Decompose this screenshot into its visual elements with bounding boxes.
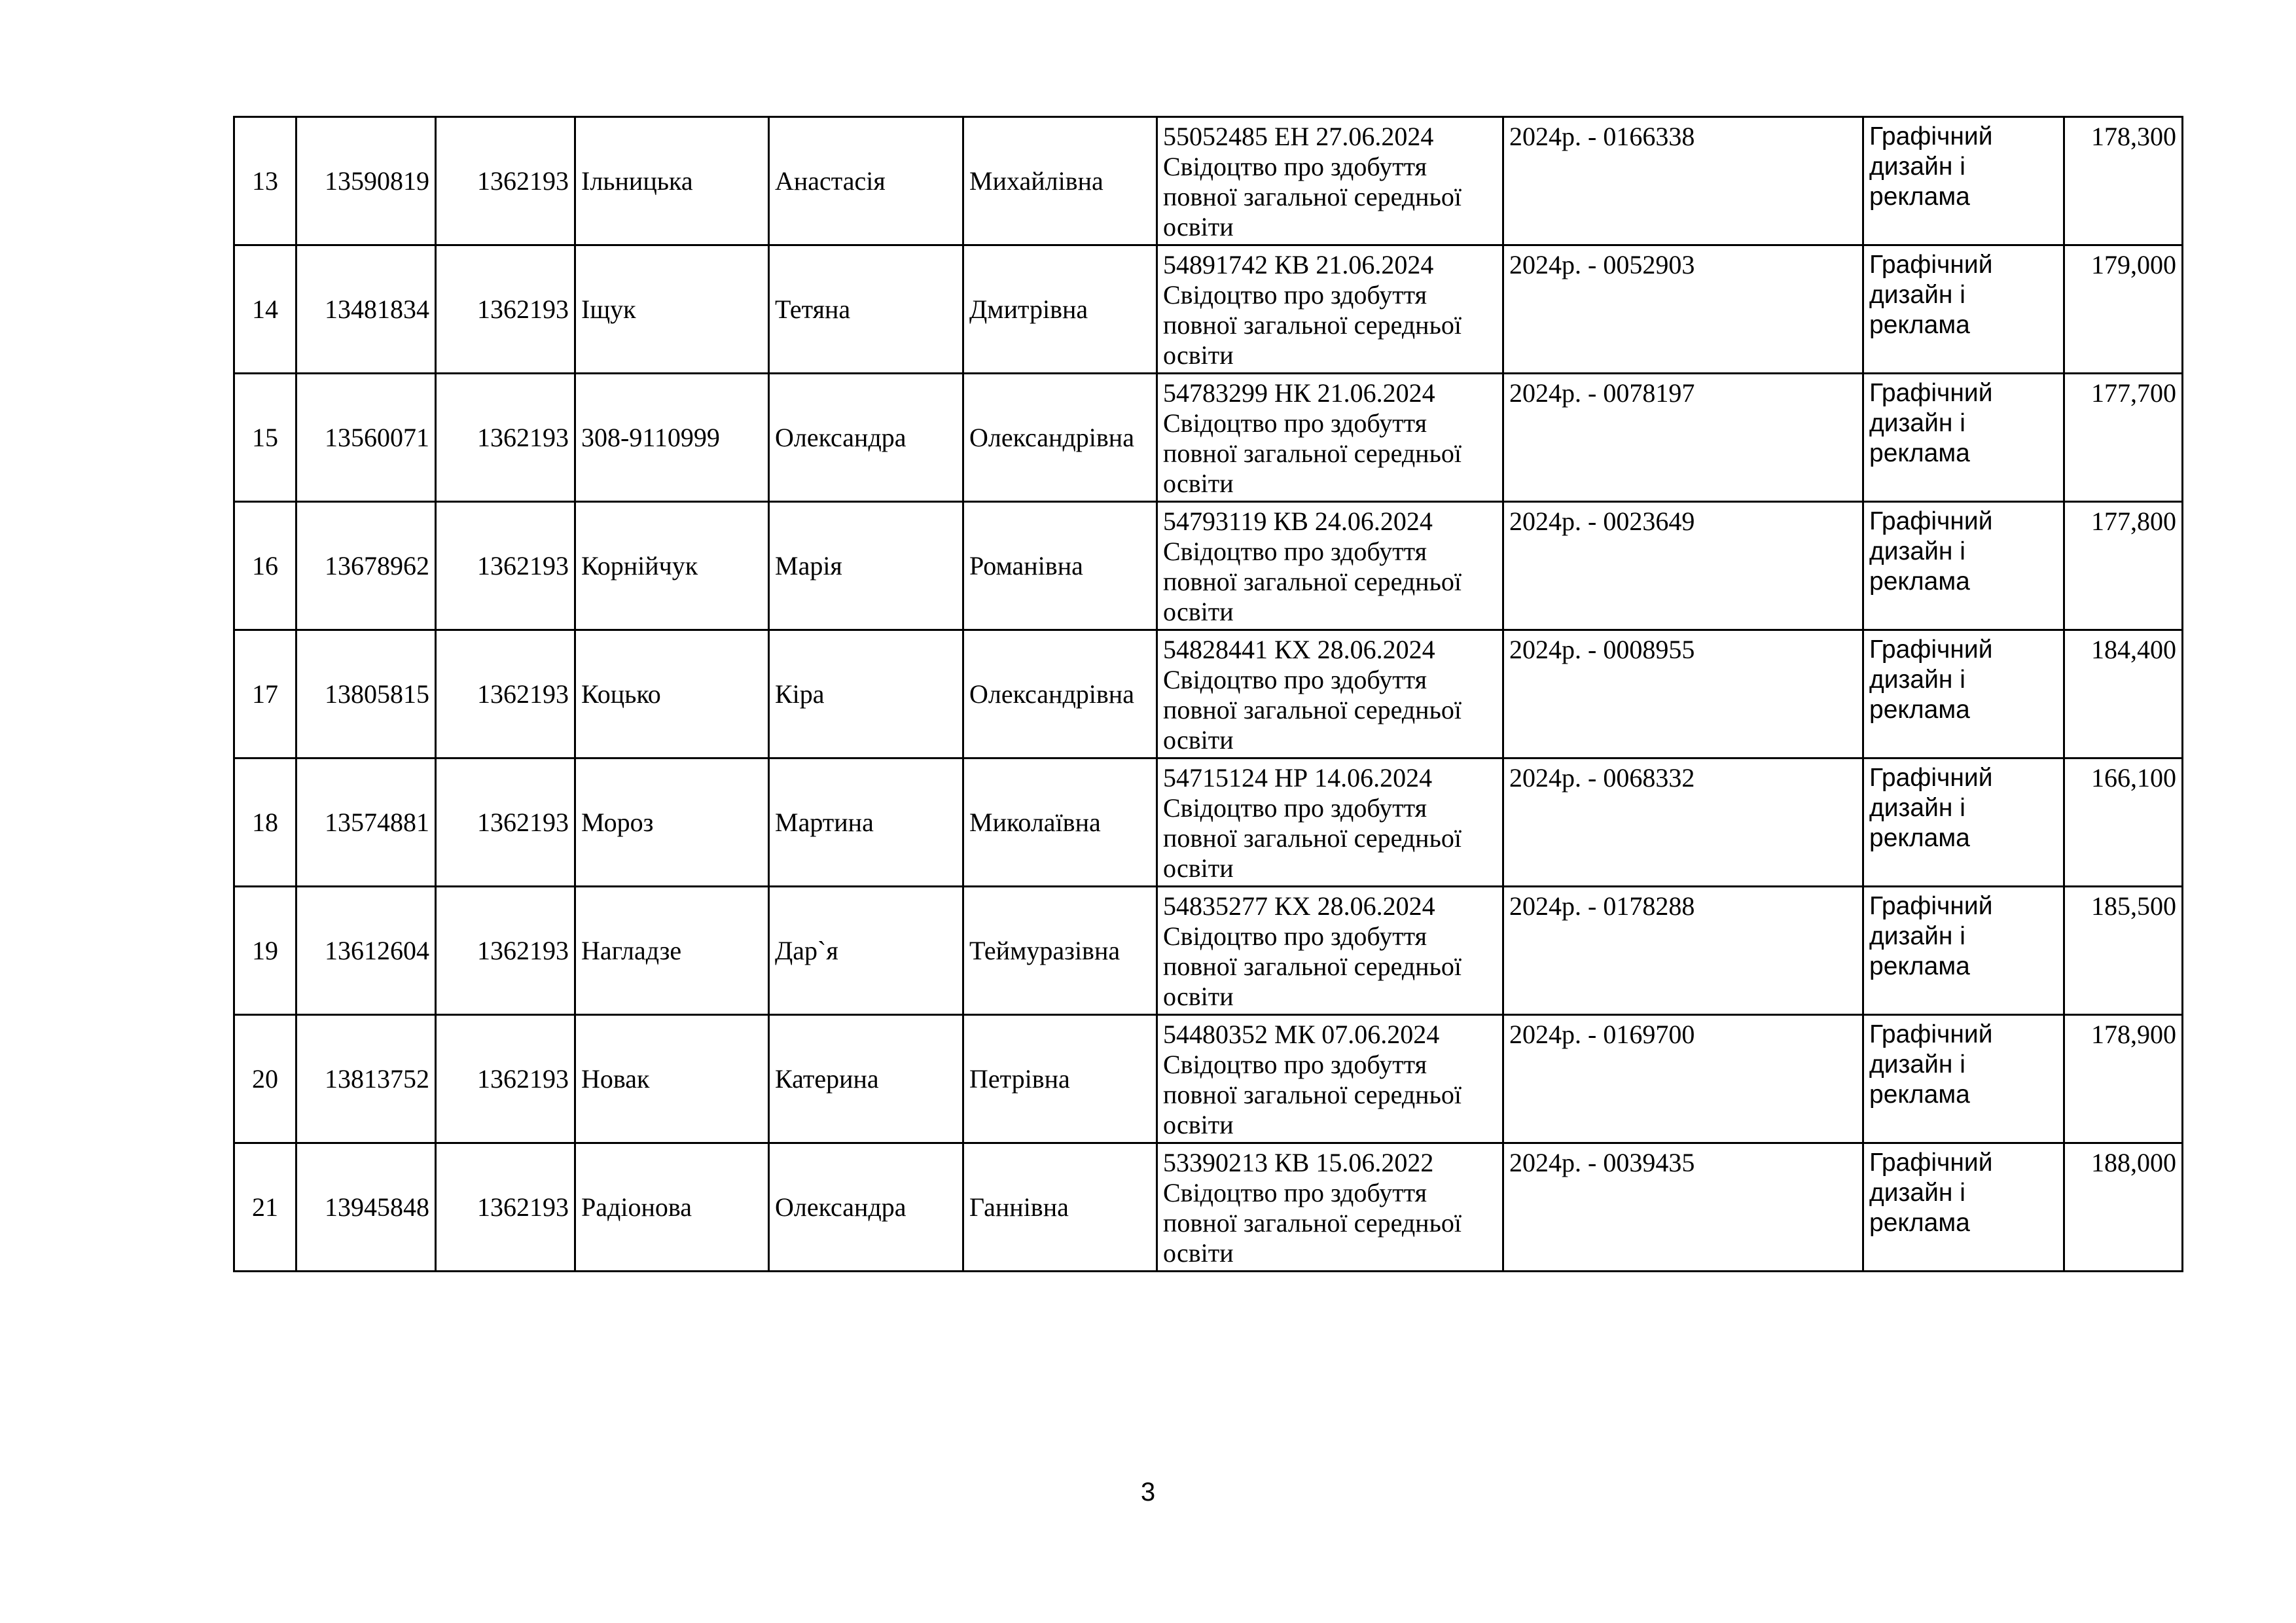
specialty-line: дизайн і: [1869, 1050, 1965, 1079]
first-name-cell: Катерина: [769, 1015, 963, 1143]
specialty-cell: [1863, 117, 2064, 245]
document-cell: [1157, 887, 1503, 1015]
document-type-line: повної загальної середньої: [1163, 438, 1462, 468]
application-id-cell: 13590819: [296, 117, 436, 245]
specialty-line: Графічний: [1869, 122, 1993, 151]
surname-cell: Корнійчук: [575, 502, 769, 630]
document-type-line: повної загальної середньої: [1163, 952, 1462, 981]
score-cell: 188,000: [2064, 1143, 2183, 1272]
patronymic-cell: Дмитрівна: [963, 245, 1157, 374]
table-row: [234, 374, 2183, 502]
document-cell: [1157, 245, 1503, 374]
specialty-line: реклама: [1869, 567, 1970, 596]
patronymic-cell: Ганнівна: [963, 1143, 1157, 1272]
document-type-line: повної загальної середньої: [1163, 182, 1462, 211]
specialty-line: дизайн і: [1869, 794, 1965, 822]
document-number: 55052485 ЕН 27.06.2024: [1163, 122, 1434, 151]
specialty-line: дизайн і: [1869, 537, 1965, 565]
document-type-line: Свідоцтво про здобуття: [1163, 280, 1427, 310]
document-type-line: повної загальної середньої: [1163, 695, 1462, 724]
specialty-line: дизайн і: [1869, 922, 1965, 950]
document-cell: [1157, 1015, 1503, 1143]
first-name-cell: Олександра: [769, 374, 963, 502]
surname-cell: Ільницька: [575, 117, 769, 245]
program-code-cell: 1362193: [436, 374, 575, 502]
document-number: 54480352 МК 07.06.2024: [1163, 1020, 1440, 1049]
applicants-table: [233, 116, 2183, 1272]
document-type-line: повної загальної середньої: [1163, 1208, 1462, 1238]
document-type-line: Свідоцтво про здобуття: [1163, 665, 1427, 694]
specialty-line: реклама: [1869, 439, 1970, 467]
specialty-cell: [1863, 1015, 2064, 1143]
document-type-line: Свідоцтво про здобуття: [1163, 408, 1427, 438]
document-cell: [1157, 502, 1503, 630]
document-type-line: освіти: [1163, 469, 1234, 498]
program-code-cell: 1362193: [436, 245, 575, 374]
surname-cell: Радіонова: [575, 1143, 769, 1272]
document-type-line: освіти: [1163, 725, 1234, 755]
specialty-cell: [1863, 887, 2064, 1015]
score-cell: 178,900: [2064, 1015, 2183, 1143]
certificate-cell: 2024р. - 0052903: [1503, 245, 1863, 374]
specialty-line: Графічний: [1869, 764, 1993, 792]
specialty-line: Графічний: [1869, 1020, 1993, 1048]
first-name-cell: Мартина: [769, 758, 963, 887]
document-cell: [1157, 117, 1503, 245]
score-cell: 177,800: [2064, 502, 2183, 630]
document-number: 53390213 КВ 15.06.2022: [1163, 1148, 1434, 1177]
document-type-line: Свідоцтво про здобуття: [1163, 921, 1427, 951]
specialty-line: дизайн і: [1869, 666, 1965, 694]
patronymic-cell: Петрівна: [963, 1015, 1157, 1143]
document-number: 54715124 НР 14.06.2024: [1163, 763, 1433, 793]
applicants-table-container: [233, 116, 2183, 1272]
score-cell: 166,100: [2064, 758, 2183, 887]
document-type-line: освіти: [1163, 853, 1234, 883]
patronymic-cell: Теймуразівна: [963, 887, 1157, 1015]
row-number-cell: 14: [234, 245, 296, 374]
row-number-cell: 15: [234, 374, 296, 502]
document-cell: [1157, 374, 1503, 502]
table-row: [234, 245, 2183, 374]
specialty-line: Графічний: [1869, 251, 1993, 279]
first-name-cell: Кіра: [769, 630, 963, 758]
program-code-cell: 1362193: [436, 1015, 575, 1143]
document-cell: [1157, 1143, 1503, 1272]
first-name-cell: Анастасія: [769, 117, 963, 245]
certificate-cell: 2024р. - 0169700: [1503, 1015, 1863, 1143]
specialty-cell: [1863, 630, 2064, 758]
specialty-line: реклама: [1869, 311, 1970, 339]
first-name-cell: Дар`я: [769, 887, 963, 1015]
application-id-cell: 13678962: [296, 502, 436, 630]
document-cell: [1157, 758, 1503, 887]
score-cell: 178,300: [2064, 117, 2183, 245]
application-id-cell: 13813752: [296, 1015, 436, 1143]
row-number-cell: 17: [234, 630, 296, 758]
table-row: [234, 758, 2183, 887]
table-body: [234, 117, 2183, 1272]
specialty-line: реклама: [1869, 952, 1970, 980]
score-cell: 184,400: [2064, 630, 2183, 758]
document-type-line: освіти: [1163, 1238, 1234, 1268]
row-number-cell: 13: [234, 117, 296, 245]
surname-cell: Мороз: [575, 758, 769, 887]
row-number-cell: 19: [234, 887, 296, 1015]
specialty-line: дизайн і: [1869, 409, 1965, 437]
patronymic-cell: Олександрівна: [963, 630, 1157, 758]
specialty-cell: [1863, 758, 2064, 887]
patronymic-cell: Миколаївна: [963, 758, 1157, 887]
document-type-line: Свідоцтво про здобуття: [1163, 793, 1427, 823]
table-row: [234, 630, 2183, 758]
surname-cell: 308-9110999: [575, 374, 769, 502]
specialty-cell: [1863, 245, 2064, 374]
document-type-line: освіти: [1163, 1110, 1234, 1139]
application-id-cell: 13805815: [296, 630, 436, 758]
score-cell: 177,700: [2064, 374, 2183, 502]
program-code-cell: 1362193: [436, 630, 575, 758]
row-number-cell: 16: [234, 502, 296, 630]
document-type-line: освіти: [1163, 597, 1234, 626]
document-number: 54783299 НК 21.06.2024: [1163, 378, 1435, 408]
first-name-cell: Тетяна: [769, 245, 963, 374]
specialty-line: дизайн і: [1869, 152, 1965, 181]
patronymic-cell: Романівна: [963, 502, 1157, 630]
document-type-line: Свідоцтво про здобуття: [1163, 537, 1427, 566]
document-type-line: Свідоцтво про здобуття: [1163, 152, 1427, 181]
certificate-cell: 2024р. - 0178288: [1503, 887, 1863, 1015]
specialty-cell: [1863, 374, 2064, 502]
table-row: [234, 1015, 2183, 1143]
document-number: 54793119 КВ 24.06.2024: [1163, 507, 1433, 536]
table-row: [234, 1143, 2183, 1272]
table-row: [234, 117, 2183, 245]
page-number: 3: [1140, 1478, 1156, 1507]
first-name-cell: Олександра: [769, 1143, 963, 1272]
application-id-cell: 13560071: [296, 374, 436, 502]
certificate-cell: 2024р. - 0166338: [1503, 117, 1863, 245]
application-id-cell: 13612604: [296, 887, 436, 1015]
specialty-cell: [1863, 1143, 2064, 1272]
specialty-line: дизайн і: [1869, 1179, 1965, 1207]
document-cell: [1157, 630, 1503, 758]
surname-cell: Новак: [575, 1015, 769, 1143]
surname-cell: Нагладзе: [575, 887, 769, 1015]
application-id-cell: 13945848: [296, 1143, 436, 1272]
document-type-line: Свідоцтво про здобуття: [1163, 1178, 1427, 1207]
document-type-line: освіти: [1163, 982, 1234, 1011]
application-id-cell: 13574881: [296, 758, 436, 887]
document-type-line: освіти: [1163, 340, 1234, 370]
row-number-cell: 21: [234, 1143, 296, 1272]
specialty-line: Графічний: [1869, 635, 1993, 664]
program-code-cell: 1362193: [436, 758, 575, 887]
score-cell: 179,000: [2064, 245, 2183, 374]
specialty-line: Графічний: [1869, 1149, 1993, 1177]
document-type-line: повної загальної середньої: [1163, 823, 1462, 853]
document-number: 54891742 КВ 21.06.2024: [1163, 250, 1434, 279]
document-type-line: повної загальної середньої: [1163, 310, 1462, 340]
score-cell: 185,500: [2064, 887, 2183, 1015]
specialty-line: реклама: [1869, 824, 1970, 852]
certificate-cell: 2024р. - 0008955: [1503, 630, 1863, 758]
certificate-cell: 2024р. - 0039435: [1503, 1143, 1863, 1272]
specialty-cell: [1863, 502, 2064, 630]
document-type-line: освіти: [1163, 212, 1234, 241]
certificate-cell: 2024р. - 0068332: [1503, 758, 1863, 887]
specialty-line: Графічний: [1869, 892, 1993, 920]
row-number-cell: 18: [234, 758, 296, 887]
first-name-cell: Марія: [769, 502, 963, 630]
document-type-line: Свідоцтво про здобуття: [1163, 1050, 1427, 1079]
row-number-cell: 20: [234, 1015, 296, 1143]
program-code-cell: 1362193: [436, 502, 575, 630]
table-row: [234, 502, 2183, 630]
patronymic-cell: Олександрівна: [963, 374, 1157, 502]
specialty-line: реклама: [1869, 183, 1970, 211]
certificate-cell: 2024р. - 0078197: [1503, 374, 1863, 502]
specialty-line: реклама: [1869, 696, 1970, 724]
application-id-cell: 13481834: [296, 245, 436, 374]
document-number: 54828441 КХ 28.06.2024: [1163, 635, 1435, 664]
document-number: 54835277 КХ 28.06.2024: [1163, 891, 1435, 921]
patronymic-cell: Михайлівна: [963, 117, 1157, 245]
specialty-line: реклама: [1869, 1080, 1970, 1109]
program-code-cell: 1362193: [436, 1143, 575, 1272]
specialty-line: Графічний: [1869, 379, 1993, 407]
document-type-line: повної загальної середньої: [1163, 1080, 1462, 1109]
surname-cell: Коцько: [575, 630, 769, 758]
specialty-line: Графічний: [1869, 507, 1993, 535]
specialty-line: реклама: [1869, 1209, 1970, 1237]
certificate-cell: 2024р. - 0023649: [1503, 502, 1863, 630]
program-code-cell: 1362193: [436, 887, 575, 1015]
program-code-cell: 1362193: [436, 117, 575, 245]
surname-cell: Іщук: [575, 245, 769, 374]
specialty-line: дизайн і: [1869, 281, 1965, 309]
document-type-line: повної загальної середньої: [1163, 567, 1462, 596]
table-row: [234, 887, 2183, 1015]
